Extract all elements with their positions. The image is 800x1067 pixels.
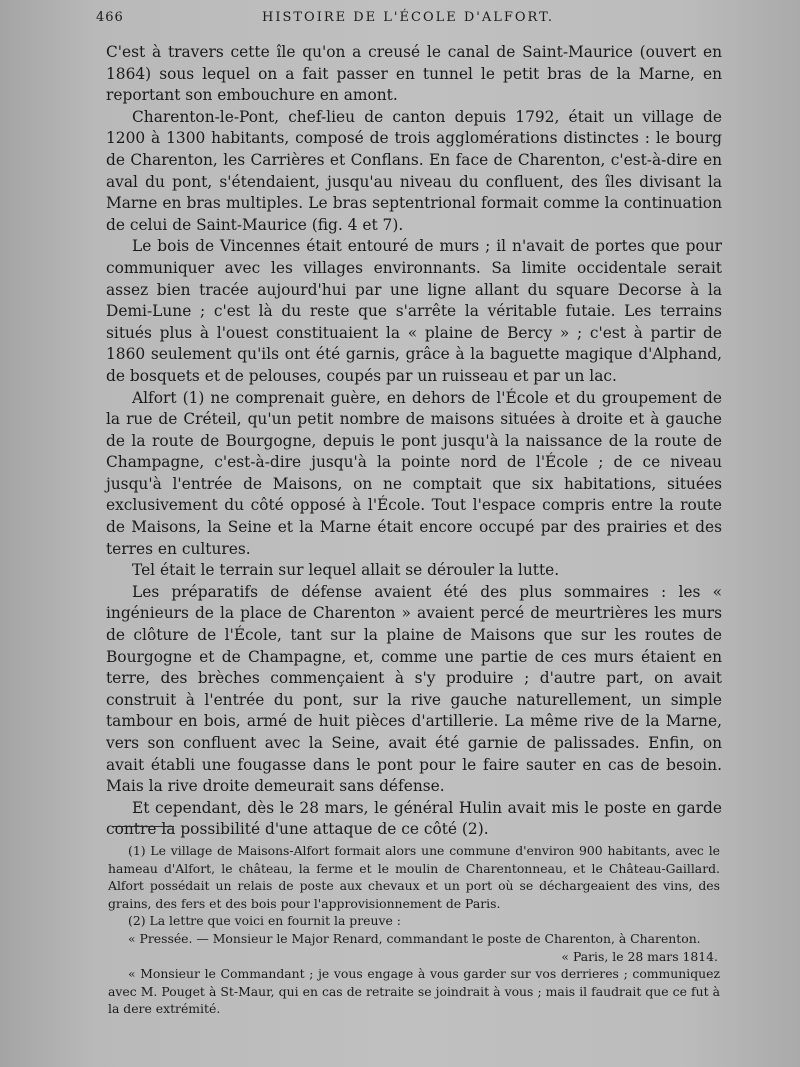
footnote-letter-heading: « Pressée. — Monsieur le Major Renard, commandant le poste de Charenton, à Charenton.: [128, 930, 701, 946]
page-header: [96, 10, 720, 32]
paragraph: Et cependant, dès le 28 mars, le général Hulin avait mis le poste en garde contre la possibilité d'une attaque de ce côté (2).: [106, 798, 722, 839]
paragraph: Alfort (1) ne comprenait guère, en dehors de l'École et du groupement de la rue de Créteil, qu'un petit nombre de maisons situées à droite et à gauche de la route de Bourgogne, depuis le pont jusqu'à la naissance de la route de Champagne, c'est-à-dire jusqu'à la pointe nord de l'École ; de ce niveau jusqu'à l'entrée de Maisons, on ne comptait que six habitations, situées exclusivement du côté opposé à l'École. Tout l'espace compris entre la route de Maisons, la Seine et la Marne était encore occupé par des prairies et des terres en cultures.: [106, 388, 722, 558]
paragraph: Le bois de Vincennes était entouré de murs ; il n'avait de portes que pour communiquer avec les villages environnants. Sa limite occidentale serait assez bien tracée aujourd'hui par une ligne allant du square Decorse à la Demi-Lune ; c'est là du reste que s'arrête la véritable futaie. Les terrains situés plus à l'ouest constituaient la « plaine de Bercy » ; c'est à partir de 1860 seulement qu'ils ont été garnis, grâce à la baguette magique d'Alphand, de bosquets et de pelouses, coupés par un ruisseau et par un lac.: [106, 237, 722, 385]
paragraph: C'est à travers cette île qu'on a creusé le canal de Saint-Maurice (ouvert en 1864) sous lequel on a fait passer en tunnel le petit bras de la Marne, en reportant son embouchure en amont.: [106, 43, 722, 105]
footnote-separator: [112, 826, 174, 827]
footnote-letter-date: « Paris, le 28 mars 1814.: [561, 948, 718, 964]
footnotes: [108, 842, 720, 1018]
footnote: (1) Le village de Maisons-Alfort formait alors une commune d'environ 900 habitants, avec le hameau d'Alfort, le château, la ferme et le moulin de Charentonneau, et le Château-Gaillard. Alfort possédait un relais de poste aux chevaux et un port où se déchargeaient des vins, des grains, des fers et des bois pour l'approvisionnement de Paris.: [108, 843, 720, 911]
main-text: [106, 42, 722, 841]
page-number: 466: [96, 10, 124, 25]
paragraph: Tel était le terrain sur lequel allait se dérouler la lutte.: [132, 561, 560, 580]
paragraph: Charenton-le-Pont, chef-lieu de canton depuis 1792, était un village de 1200 à 1300 habitants, composé de trois agglomérations distinctes : le bourg de Charenton, les Carrières et Conflans. En face de Charenton, c'est-à-dire en aval du pont, s'étendaient, jusqu'au niveau du confluent, des îles divisant la Marne en bras multiples. Le bras septentrional formait comme la continuation de celui de Saint-Maurice (fig. 4 et 7).: [106, 107, 722, 234]
footnote-letter-body: « Monsieur le Commandant ; je vous engage à vous garder sur vos derrieres ; communiquez avec M. Pouget à St-Maur, qui en cas de retraite se joindrait à vous ; mais il faudrait que ce fut à la dere extrémité.: [108, 966, 720, 1017]
paragraph: Les préparatifs de défense avaient été des plus sommaires : les « ingénieurs de la place de Charenton » avaient percé de meurtrières les murs de clôture de l'École, tant sur la plaine de Maisons que sur les routes de Bourgogne et de Champagne, et, comme une partie de ces murs étaient en terre, des brèches commençaient à s'y produire ; d'autre part, on avait construit à l'entrée du pont, sur la rive gauche naturellement, un simple tambour en bois, armé de huit pièces d'artillerie. La même rive de la Marne, vers son confluent avec la Seine, avait été garnie de palissades. Enfin, on avait établi une fougasse dans le pont pour le faire sauter en cas de besoin. Mais la rive droite demeurait sans défense.: [106, 582, 722, 796]
footnote: (2) La lettre que voici en fournit la preuve :: [128, 913, 401, 929]
running-title: HISTOIRE DE L'ÉCOLE D'ALFORT.: [262, 10, 554, 25]
